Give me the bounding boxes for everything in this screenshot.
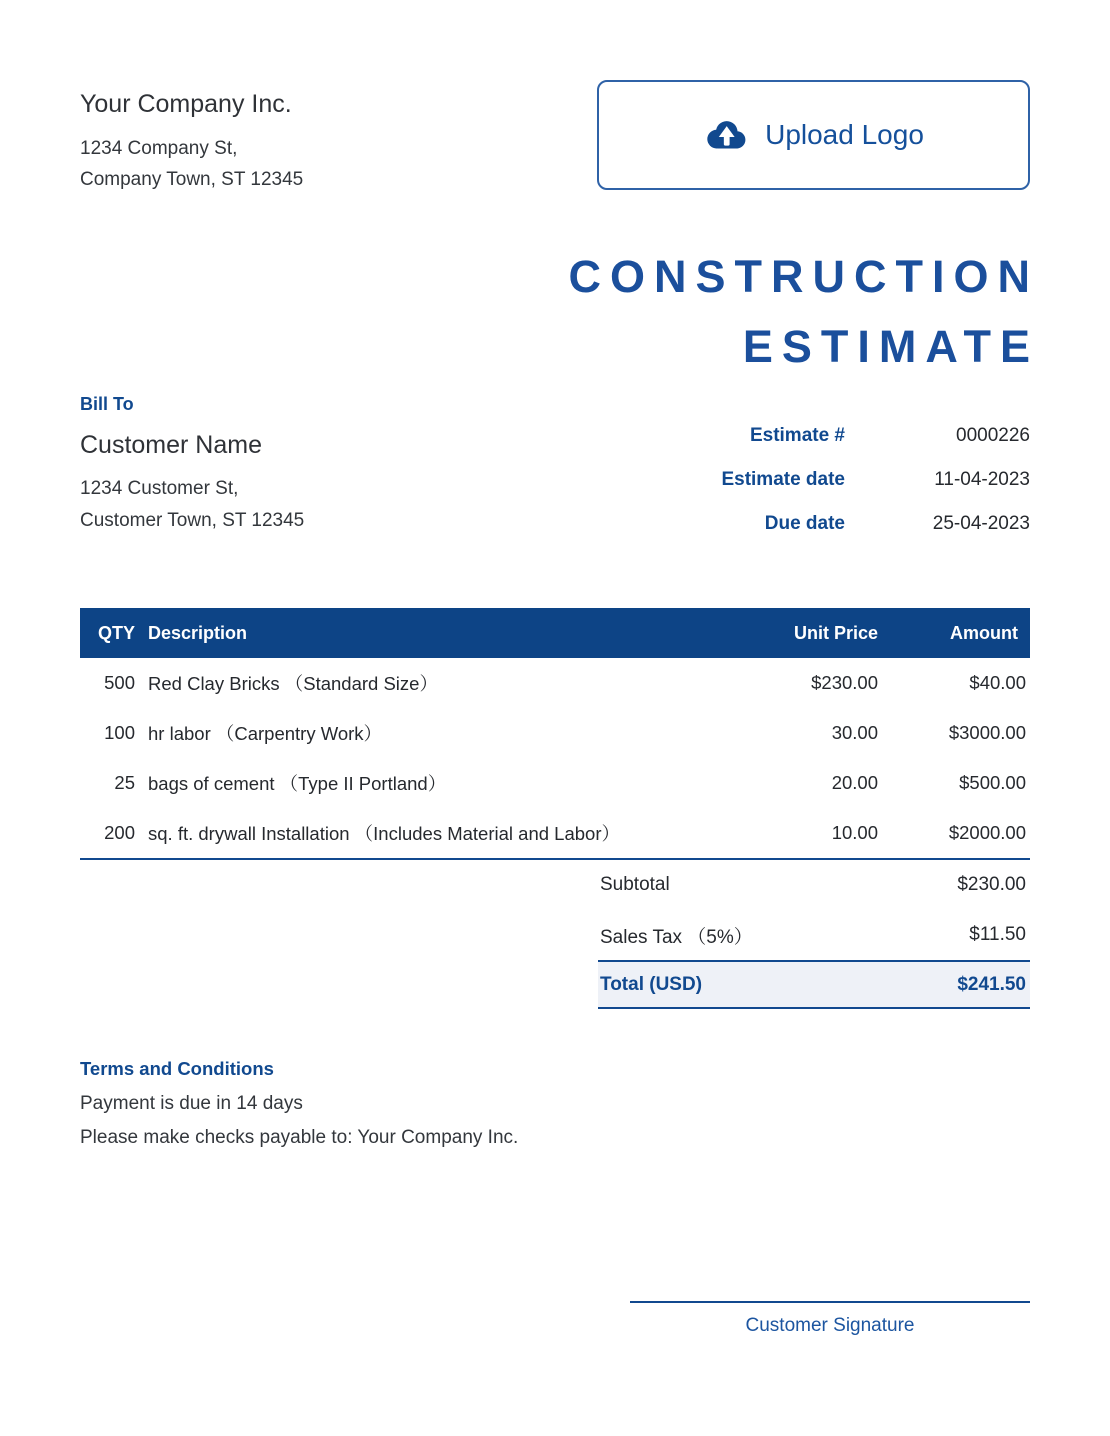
item-description: hr labor （Carpentry Work） — [148, 723, 383, 744]
document-header — [80, 80, 1030, 190]
company-block — [80, 90, 303, 195]
sales-tax-row — [598, 910, 1030, 960]
header-description: Description — [148, 622, 248, 643]
header-amount: Amount — [950, 622, 1018, 643]
total-label: Total (USD) — [600, 973, 703, 995]
subtotal-label: Subtotal — [600, 874, 670, 895]
item-qty: 500 — [104, 672, 135, 693]
estimate-meta — [570, 414, 1030, 546]
meta-row-estimate-number — [570, 414, 1030, 458]
customer-address — [80, 473, 304, 537]
total-row — [598, 960, 1030, 1009]
document-title — [80, 242, 1039, 382]
customer-name: Customer Name — [80, 431, 262, 459]
terms-line: Please make checks payable to: Your Company Inc. — [80, 1127, 519, 1148]
subtotal-value: $230.00 — [957, 874, 1026, 895]
signature-label: Customer Signature — [745, 1315, 915, 1336]
item-amount: $2000.00 — [948, 822, 1026, 843]
company-name: Your Company Inc. — [80, 90, 292, 118]
item-description: sq. ft. drywall Installation （Includes Material and Labor） — [148, 823, 620, 844]
sales-tax-value: $11.50 — [969, 924, 1026, 945]
terms-heading: Terms and Conditions — [80, 1058, 274, 1079]
subtotal-row — [598, 860, 1030, 910]
bill-meta-section — [80, 392, 1030, 546]
item-qty: 100 — [104, 722, 135, 743]
table-header-row — [80, 608, 1030, 658]
item-amount: $500.00 — [959, 772, 1026, 793]
table-row — [80, 808, 1030, 858]
table-row — [80, 658, 1030, 708]
estimate-date-value: 11-04-2023 — [934, 469, 1030, 490]
terms-section — [80, 1057, 1030, 1149]
cloud-upload-icon — [703, 118, 749, 153]
company-address — [80, 133, 303, 195]
header-unit-price: Unit Price — [793, 622, 878, 643]
item-amount: $3000.00 — [948, 722, 1026, 743]
header-qty: QTY — [97, 622, 135, 643]
item-unit-price: 10.00 — [831, 822, 878, 843]
meta-row-due-date — [570, 502, 1030, 546]
customer-address-line-2: Customer Town, ST 12345 — [80, 510, 305, 531]
title-line-2: ESTIMATE — [742, 321, 1039, 372]
bill-to-heading: Bill To — [80, 394, 134, 414]
total-value: $241.50 — [957, 973, 1026, 995]
upload-logo-label: Upload Logo — [765, 119, 924, 150]
company-address-line-2: Company Town, ST 12345 — [80, 169, 304, 190]
due-date-label: Due date — [764, 513, 845, 534]
signature-block — [630, 1301, 1030, 1337]
sales-tax-label: Sales Tax （5%） — [600, 926, 753, 948]
table-row — [80, 708, 1030, 758]
estimate-date-label: Estimate date — [721, 469, 845, 490]
table-row — [80, 758, 1030, 808]
upload-logo-button[interactable] — [597, 80, 1030, 190]
item-unit-price: $230.00 — [811, 672, 878, 693]
meta-row-estimate-date — [570, 458, 1030, 502]
bill-to-block — [80, 392, 304, 546]
estimate-number-label: Estimate # — [749, 425, 845, 446]
totals-section — [598, 860, 1030, 1009]
item-amount: $40.00 — [969, 672, 1026, 693]
title-line-1: CONSTRUCTION — [568, 251, 1039, 302]
item-qty: 25 — [114, 772, 135, 793]
customer-address-line-1: 1234 Customer St, — [80, 478, 239, 499]
items-table — [80, 608, 1030, 860]
item-unit-price: 30.00 — [831, 722, 878, 743]
due-date-value: 25-04-2023 — [932, 513, 1030, 534]
item-unit-price: 20.00 — [831, 772, 878, 793]
estimate-number-value: 0000226 — [956, 425, 1030, 446]
company-address-line-1: 1234 Company St, — [80, 138, 238, 159]
terms-line: Payment is due in 14 days — [80, 1093, 303, 1114]
item-qty: 200 — [104, 822, 135, 843]
item-description: Red Clay Bricks （Standard Size） — [148, 673, 438, 694]
item-description: bags of cement （Type II Portland） — [148, 773, 447, 794]
